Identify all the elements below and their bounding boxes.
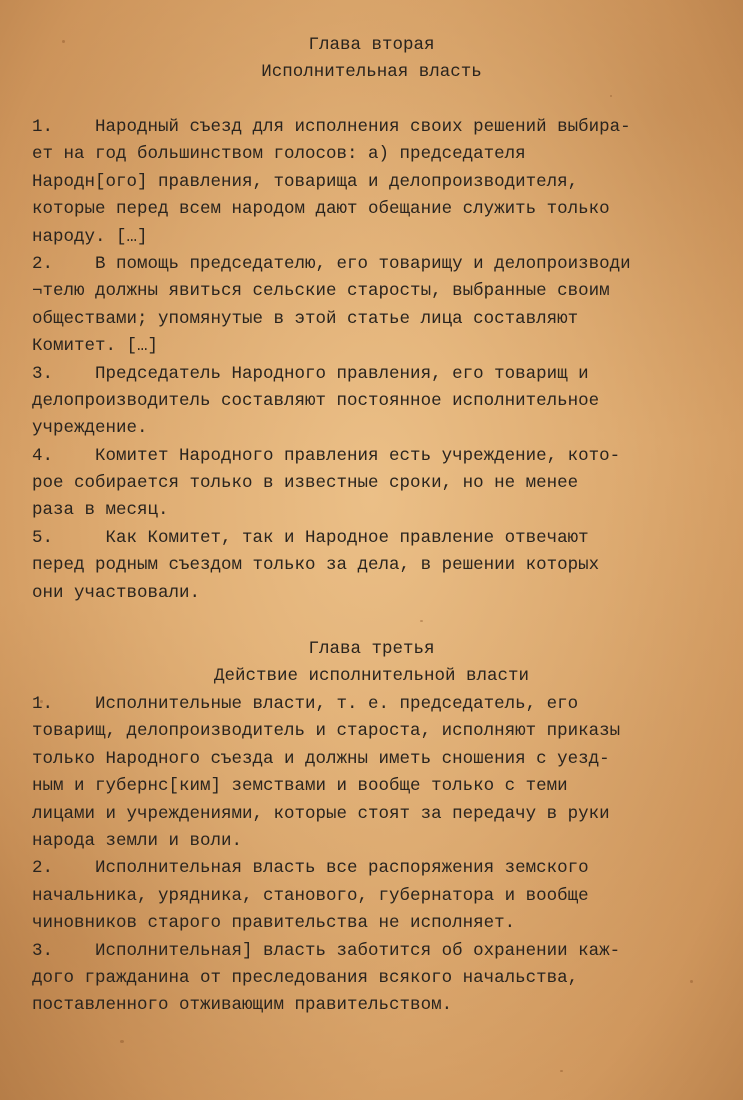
- text-line: которые перед всем народом дают обещание служить только: [32, 199, 610, 220]
- text-line: делопроизводитель составляют постоянное исполнительное: [32, 390, 600, 411]
- chapter-2-body: [32, 114, 732, 607]
- text-line: 2. В помощь председателю, его товарищу и делопроизводи: [32, 253, 631, 274]
- text-line: товарищ, делопроизводитель и староста, исполняют приказы: [32, 721, 621, 742]
- text-line: начальника, урядника, станового, губернатора и вообще: [32, 885, 589, 906]
- text-line: только Народного съезда и должны иметь сношения с уезд-: [32, 748, 610, 769]
- text-line: 4. Комитет Народного правления есть учреждение, кото-: [32, 445, 621, 466]
- paper-speck: [420, 620, 423, 622]
- text-line: учреждение.: [32, 418, 148, 439]
- text-line: они участвовали.: [32, 582, 201, 603]
- text-line: Народн[ого] правления, товарища и делопроизводителя,: [32, 171, 579, 192]
- paper-speck: [610, 95, 612, 97]
- text-line: раза в месяц.: [32, 500, 169, 521]
- chapter-2-title: Глава вторая: [308, 35, 435, 55]
- text-line: 5. Как Комитет, так и Народное правление отвечают: [32, 527, 589, 548]
- text-line: 2. Исполнительная власть все распоряжения земского: [32, 858, 589, 879]
- text-line: Комитет. […]: [32, 336, 159, 357]
- text-line: ным и губернс[ким] земствами и вообще только с теми: [32, 776, 568, 797]
- text-line: народа земли и воли.: [32, 830, 243, 851]
- text-line: дого гражданина от преследования всякого начальства,: [32, 967, 579, 988]
- text-line: 3. Председатель Народного правления, его товарищ и: [32, 363, 589, 384]
- text-line: ет на год большинством голосов: а) председателя: [32, 144, 526, 165]
- text-line: рое собирается только в известные сроки, но не менее: [32, 473, 579, 494]
- text-line: народу. […]: [32, 226, 148, 247]
- text-line: 1. Народный съезд для исполнения своих решений выбира-: [32, 117, 631, 137]
- text-line: чиновников старого правительства не исполняет.: [32, 913, 516, 934]
- paper-speck: [120, 1040, 124, 1043]
- text-line: обществами; упомянутые в этой статье лица составляют: [32, 308, 579, 329]
- chapter-3-title: Глава третья: [308, 639, 435, 659]
- text-line: лицами и учреждениями, которые стоят за передачу в руки: [32, 803, 610, 824]
- paper-speck: [560, 1070, 563, 1072]
- text-line: перед родным съездом только за дела, в решении которых: [32, 555, 600, 576]
- chapter-2-subtitle: Исполнительная власть: [261, 62, 482, 82]
- chapter-3-subtitle: Действие исполнительной власти: [213, 666, 530, 686]
- text-line: 3. Исполнительная] власть заботится об охранении каж-: [32, 940, 621, 961]
- text-line: поставленного отживающим правительством.: [32, 995, 453, 1016]
- text-line: 1. Исполнительные власти, т. е. председатель, его: [32, 694, 579, 714]
- text-line: ¬телю должны явиться сельские старосты, выбранные своим: [32, 281, 610, 302]
- chapter-3-body: [32, 691, 732, 1020]
